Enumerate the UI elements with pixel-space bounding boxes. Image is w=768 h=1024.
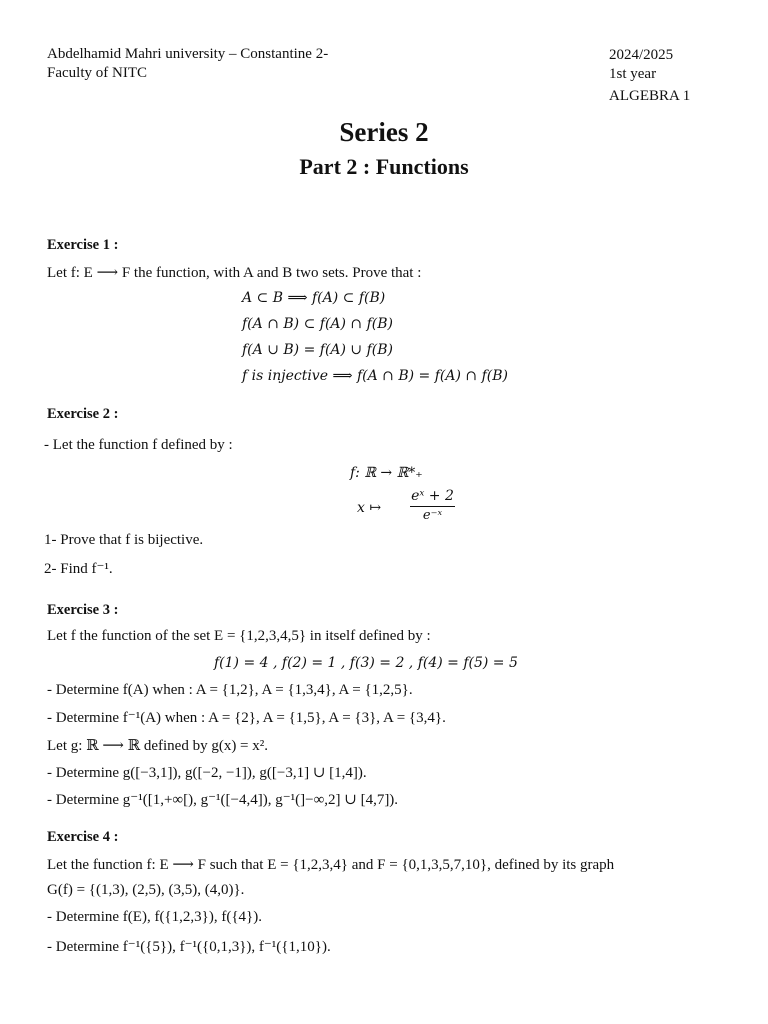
exercise-4-heading: Exercise 4 :	[47, 829, 119, 845]
exercise-1-line-4: f is injective ⟹ f(A ∩ B) = f(A) ∩ f(B)	[242, 368, 508, 384]
exercise-1-line-3: f(A ∪ B) = f(A) ∪ f(B)	[242, 342, 394, 358]
university-name: Abdelhamid Mahri university – Constantine 2-	[47, 46, 329, 62]
exercise-3-question-4: - Determine g⁻¹([1,+∞[), g⁻¹([−4,4]), g⁻¹(]−∞,2] ∪ [4,7]).	[47, 792, 399, 808]
exercise-4-question-2: - Determine f⁻¹({5}), f⁻¹({0,1,3}), f⁻¹({1,10}).	[47, 939, 331, 955]
exercise-3-g-definition: Let g: ℝ ⟶ ℝ defined by g(x) = x².	[47, 738, 269, 754]
exercise-2-question-2: 2- Find f⁻¹.	[44, 561, 113, 577]
study-level: 1st year	[609, 66, 657, 82]
exercise-4-graph: G(f) = {(1,3), (2,5), (3,5), (4,0)}.	[47, 882, 245, 898]
faculty-name: Faculty of NITC	[47, 65, 147, 81]
academic-year: 2024/2025	[609, 47, 674, 63]
exercise-3-intro: Let f the function of the set E = {1,2,3,4,5} in itself defined by :	[47, 628, 431, 644]
exercise-2-variable: x ↦	[357, 500, 382, 516]
exercise-2-fraction	[410, 488, 455, 523]
exercise-3-question-1: - Determine f(A) when : A = {1,2}, A = {1,3,4}, A = {1,2,5}.	[47, 682, 413, 698]
exercise-3-question-3: - Determine g([−3,1]), g([−2, −1]), g([−3,1] ∪ [1,4]).	[47, 765, 367, 781]
exercise-1-line-2: f(A ∩ B) ⊂ f(A) ∩ f(B)	[242, 316, 394, 332]
fraction-denominator: e⁻ˣ	[422, 508, 443, 523]
exercise-2-map: f: ℝ → ℝ*₊	[350, 465, 423, 481]
exercise-4-question-1: - Determine f(E), f({1,2,3}), f({4}).	[47, 909, 262, 925]
exercise-2-intro: - Let the function f defined by :	[44, 437, 233, 453]
exercise-2-question-1: 1- Prove that f is bijective.	[44, 532, 204, 548]
exercise-2-heading: Exercise 2 :	[47, 406, 119, 422]
exercise-3-heading: Exercise 3 :	[47, 602, 119, 618]
fraction-bar	[410, 506, 455, 507]
page-subtitle: Part 2 : Functions	[299, 154, 469, 179]
page-title: Series 2	[339, 117, 429, 147]
exercise-4-intro: Let the function f: E ⟶ F such that E = {1,2,3,4} and F = {0,1,3,5,7,10}, defined by its graph	[47, 857, 615, 873]
exercise-1-intro: Let f: E ⟶ F the function, with A and B two sets. Prove that :	[47, 265, 422, 281]
exercise-1-heading: Exercise 1 :	[47, 237, 119, 253]
course-name: ALGEBRA 1	[609, 88, 691, 104]
exercise-3-question-2: - Determine f⁻¹(A) when : A = {2}, A = {1,5}, A = {3}, A = {3,4}.	[47, 710, 446, 726]
fraction-numerator: eˣ + 2	[411, 488, 454, 504]
exercise-3-values: f(1) = 4 , f(2) = 1 , f(3) = 2 , f(4) = f(5) = 5	[214, 655, 518, 671]
exercise-1-line-1: A ⊂ B ⟹ f(A) ⊂ f(B)	[242, 290, 386, 306]
